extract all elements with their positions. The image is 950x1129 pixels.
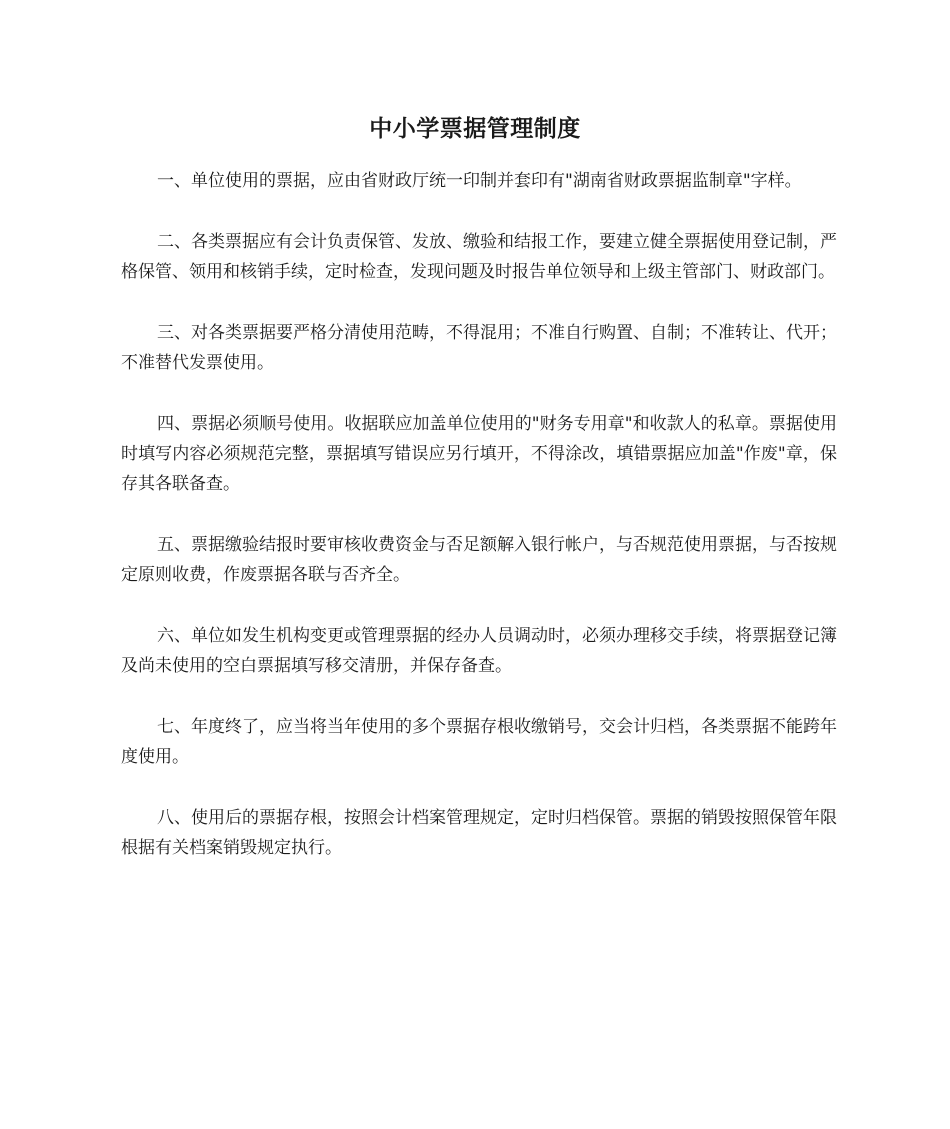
paragraph-4: 四、票据必须顺号使用。收据联应加盖单位使用的"财务专用章"和收款人的私章。票据使用时填写内容必须规范完整，票据填写错误应另行填开，不得涂改，填错票据应加盖"作废"章，保存其各联备查。 bbox=[121, 414, 837, 494]
document-title: 中小学票据管理制度 bbox=[369, 116, 581, 143]
document-body bbox=[121, 166, 837, 894]
paragraph-8: 八、使用后的票据存根，按照会计档案管理规定，定时归档保管。票据的销毁按照保管年限根据有关档案销毁规定执行。 bbox=[121, 808, 837, 858]
paragraph-2: 二、各类票据应有会计负责保管、发放、缴验和结报工作，要建立健全票据使用登记制，严格保管、领用和核销手续，定时检查，发现问题及时报告单位领导和上级主管部门、财政部门。 bbox=[121, 232, 837, 282]
paragraph-3: 三、对各类票据要严格分清使用范畴，不得混用；不准自行购置、自制；不准转让、代开；不准替代发票使用。 bbox=[121, 323, 837, 373]
paragraph-6: 六、单位如发生机构变更或管理票据的经办人员调动时，必须办理移交手续，将票据登记簿及尚未使用的空白票据填写移交清册，并保存备查。 bbox=[121, 626, 837, 676]
paragraph-1: 一、单位使用的票据，应由省财政厅统一印制并套印有"湖南省财政票据监制章"字样。 bbox=[157, 171, 802, 191]
paragraph-5: 五、票据缴验结报时要审核收费资金与否足额解入银行帐户，与否规范使用票据，与否按规定原则收费，作废票据各联与否齐全。 bbox=[121, 535, 837, 585]
paragraph-7: 七、年度终了，应当将当年使用的多个票据存根收缴销号，交会计归档，各类票据不能跨年度使用。 bbox=[121, 717, 837, 767]
